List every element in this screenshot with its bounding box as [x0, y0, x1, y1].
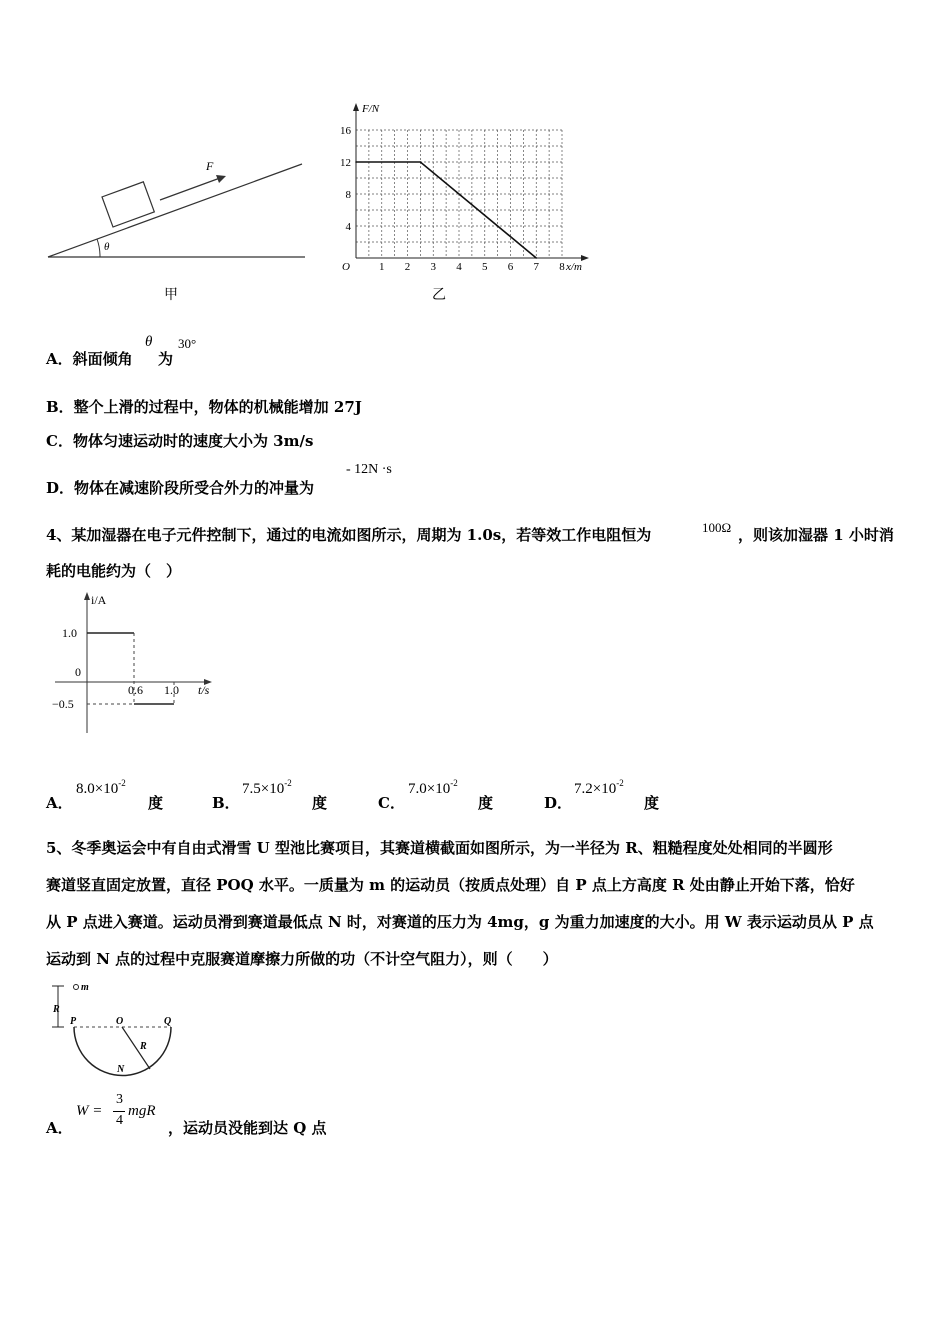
x-axis-label: t/s: [198, 683, 210, 697]
tick-y-1: 1.0: [62, 626, 77, 640]
q5-option-a-label: A．: [46, 1119, 73, 1137]
y-tick-label: 12: [340, 157, 351, 169]
x-tick-label: 5: [482, 261, 488, 273]
point-o-label: O: [116, 1016, 124, 1027]
x-tick-label: 4: [456, 261, 462, 273]
origin-label: O: [342, 261, 350, 273]
y-axis-arrow: [84, 592, 90, 600]
angle-label: θ: [104, 241, 110, 253]
q3-option-b: B．整个上滑的过程中，物体的机械能增加 27J: [46, 398, 362, 416]
x-axis-label: x/m: [566, 261, 582, 273]
point-n-label: N: [117, 1064, 125, 1075]
q5-option-a-den: 4: [116, 1113, 123, 1128]
mass-label: m: [81, 982, 89, 993]
x-tick-label: 8: [559, 261, 565, 273]
q5-option-a: [46, 1094, 406, 1142]
q3-option-c: C．物体匀速运动时的速度大小为 3m/s: [46, 432, 314, 450]
q4-line1-end: ，则该加湿器 1 小时消: [738, 526, 894, 544]
q3-option-a-prefix: A．斜面倾角: [46, 350, 133, 368]
q4-option-b-label: B．: [212, 794, 240, 812]
point-q-label: Q: [164, 1016, 172, 1027]
halfpipe-figure: [44, 978, 194, 1082]
x-tick-label: 7: [533, 261, 539, 273]
q4-resistance: 100Ω: [702, 520, 732, 535]
radius-label: R: [140, 1041, 147, 1052]
q4-option-d-mantissa: 7.2×10: [574, 781, 617, 797]
q5-line4: 运动到 N 点的过程中克服赛道摩擦力所做的功（不计空气阻力），则（ ）: [46, 950, 558, 968]
q5-option-a-num: 3: [116, 1092, 123, 1107]
tick-x-10: 1.0: [164, 683, 179, 697]
y-axis-label: i/A: [91, 593, 107, 607]
force-data-point: [420, 161, 422, 163]
q3-option-d: D．物体在减速阶段所受合外力的冲量为: [46, 479, 315, 497]
incline-figure: [40, 150, 315, 270]
q4-option-b-exp: -2: [284, 778, 292, 788]
force-label: F: [206, 159, 214, 173]
q5-option-a-lhs: W =: [76, 1103, 103, 1119]
q4-option-b-mantissa: 7.5×10: [242, 781, 285, 797]
y-tick-label: 4: [345, 221, 351, 233]
q3-option-d-value: - 12N ·s: [346, 462, 392, 477]
q4-line2: 耗的电能约为（ ）: [46, 562, 182, 580]
q4-option-c-label: C．: [378, 794, 405, 812]
caption-left: 甲: [164, 287, 178, 303]
y-tick-label: 8: [345, 189, 351, 201]
tick-y-neg: −0.5: [52, 697, 74, 711]
q4-option-b-unit: 度: [312, 794, 328, 812]
height-label: R: [53, 1004, 60, 1015]
tick-y-0: 0: [75, 665, 81, 679]
x-axis-arrow: [581, 255, 589, 261]
q3-option-a-value: 30°: [178, 336, 197, 351]
q5-line1: 5、冬季奥运会中有自由式滑雪 U 型池比赛项目，其赛道横截面如图所示，为一半径为 R、粗糙程度处处相同的半圆形: [46, 839, 833, 857]
y-axis-arrow: [353, 103, 359, 111]
q4-option-d-unit: 度: [644, 794, 660, 812]
q4-option-c-mantissa: 7.0×10: [408, 781, 451, 797]
angle-arc: [97, 239, 100, 257]
q4-option-a-exp: -2: [118, 778, 126, 788]
x-tick-label: 2: [404, 261, 411, 273]
x-tick-label: 6: [507, 261, 514, 273]
q3-option-a-theta: θ: [145, 334, 153, 350]
q4-option-a-unit: 度: [148, 794, 164, 812]
tick-x-06: 0.6: [128, 683, 143, 697]
q4-option-d-exp: -2: [616, 778, 624, 788]
q4-option-d-label: D．: [544, 794, 573, 812]
q4-option-a-label: A．: [46, 794, 73, 812]
q5-option-a-rhs: mgR: [128, 1103, 156, 1119]
y-axis-label: F/N: [362, 103, 380, 115]
q5-line2: 赛道竖直固定放置，直径 POQ 水平。一质量为 m 的运动员（按质点处理）自 P 点上方高度 R 处由静止开始下落，恰好: [46, 876, 855, 894]
incline-surface: [48, 164, 302, 257]
q4-line1: 4、某加湿器在电子元件控制下，通过的电流如图所示，周期为 1.0s，若等效工作电阻恒为: [46, 526, 652, 544]
block: [102, 182, 154, 227]
fraction-bar: [113, 1111, 125, 1112]
x-tick-label: 1: [379, 261, 385, 273]
force-arrowhead: [216, 175, 226, 183]
q4-option-c-unit: 度: [478, 794, 494, 812]
q5-line3: 从 P 点进入赛道。运动员滑到赛道最低点 N 时，对赛道的压力为 4mg，g 为重力加速度的大小。用 W 表示运动员从 P 点: [46, 913, 874, 931]
q5-option-a-text: ，运动员没能到达 Q 点: [168, 1119, 327, 1137]
q4-option-c-exp: -2: [450, 778, 458, 788]
athlete-dot: [74, 985, 79, 990]
current-time-graph: [50, 588, 230, 738]
caption-right: 乙: [432, 287, 446, 303]
force-data-point: [535, 257, 537, 259]
y-tick-label: 16: [340, 125, 351, 137]
point-p-label: P: [70, 1016, 77, 1027]
q3-option-a: [46, 348, 133, 369]
q4-option-a-mantissa: 8.0×10: [76, 781, 119, 797]
q3-option-a-mid: 为: [158, 350, 174, 368]
x-tick-label: 3: [430, 261, 436, 273]
force-data-point: [355, 161, 357, 163]
force-displacement-chart: [320, 98, 610, 278]
